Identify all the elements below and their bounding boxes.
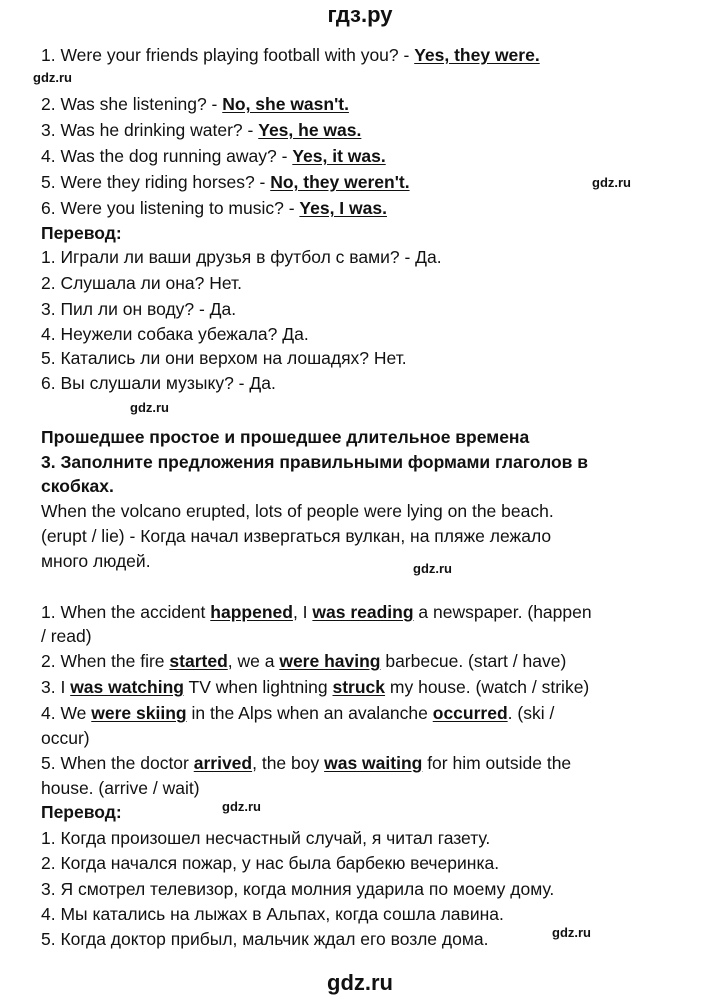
site-watermark-bottom: gdz.ru xyxy=(327,970,393,995)
task-heading-line-2: скобках. xyxy=(41,476,114,496)
translation-line-5: 5. Когда доктор прибыл, мальчик ждал его возле дома. xyxy=(41,929,489,949)
exercise-line-1: 1. When the accident happened, I was reading a newspaper. (happen xyxy=(41,602,592,622)
answer-text: No, she wasn't. xyxy=(222,94,349,114)
answer-text: Yes, I was. xyxy=(299,198,387,218)
answer-text: Yes, he was. xyxy=(258,120,362,140)
answer-line-6: 6. Were you listening to music? - Yes, I was. xyxy=(41,198,387,218)
translation-line-3: 3. Пил ли он воду? - Да. xyxy=(41,299,237,319)
site-watermark: gdz.ru xyxy=(552,925,591,940)
site-watermark: gdz.ru xyxy=(130,400,169,415)
translation-heading: Перевод: xyxy=(41,802,122,822)
answer-text: No, they weren't. xyxy=(270,172,410,192)
answer-text: started xyxy=(169,651,228,671)
answer-text: struck xyxy=(332,677,386,697)
task-heading-line-1: 3. Заполните предложения правильными формами глаголов в xyxy=(41,452,589,472)
translation-line-3: 3. Я смотрел телевизор, когда молния ударила по моему дому. xyxy=(41,879,555,899)
translation-line-4: 4. Мы катались на лыжах в Альпах, когда сошла лавина. xyxy=(41,904,504,924)
answer-text: Yes, it was. xyxy=(292,146,386,166)
site-watermark-top: гдз.ру xyxy=(327,2,393,27)
answer-line-3: 3. Was he drinking water? - Yes, he was. xyxy=(41,120,362,140)
example-line-3: много людей. xyxy=(41,551,151,571)
translation-heading: Перевод: xyxy=(41,223,122,243)
answer-text: was watching xyxy=(70,677,184,697)
exercise-line-2: 2. When the fire started, we a were having barbecue. (start / have) xyxy=(41,651,567,671)
answer-text: Yes, they were. xyxy=(414,45,540,65)
translation-line-2: 2. Когда начался пожар, у нас была барбекю вечеринка. xyxy=(41,853,500,873)
translation-line-1: 1. Когда произошел несчастный случай, я читал газету. xyxy=(41,828,491,848)
site-watermark: gdz.ru xyxy=(222,799,261,814)
section-title: Прошедшее простое и прошедшее длительное времена xyxy=(41,427,530,447)
translation-line-1: 1. Играли ли ваши друзья в футбол с вами? - Да. xyxy=(41,247,442,267)
answer-line-2: 2. Was she listening? - No, she wasn't. xyxy=(41,94,349,114)
answer-line-4: 4. Was the dog running away? - Yes, it was. xyxy=(41,146,386,166)
exercise-line-4: 4. We were skiing in the Alps when an avalanche occurred. (ski / xyxy=(41,703,555,723)
translation-line-2: 2. Слушала ли она? Нет. xyxy=(41,273,242,293)
exercise-line-4-cont: occur) xyxy=(41,728,90,748)
example-line-1: When the volcano erupted, lots of people were lying on the beach. xyxy=(41,501,554,521)
exercise-line-5-cont: house. (arrive / wait) xyxy=(41,778,200,798)
answer-line-5: 5. Were they riding horses? - No, they weren't. xyxy=(41,172,410,192)
answer-text: were having xyxy=(279,651,381,671)
site-watermark: gdz.ru xyxy=(33,70,72,85)
exercise-line-3: 3. I was watching TV when lightning struck my house. (watch / strike) xyxy=(41,677,590,697)
translation-line-5: 5. Катались ли они верхом на лошадях? Нет. xyxy=(41,348,407,368)
answer-text: was reading xyxy=(312,602,414,622)
site-watermark: gdz.ru xyxy=(413,561,452,576)
site-watermark: gdz.ru xyxy=(592,175,631,190)
translation-line-4: 4. Неужели собака убежала? Да. xyxy=(41,324,309,344)
example-line-2: (erupt / lie) - Когда начал извергаться вулкан, на пляже лежало xyxy=(41,526,552,546)
exercise-line-1-cont: / read) xyxy=(41,626,92,646)
answer-text: happened xyxy=(210,602,293,622)
exercise-line-5: 5. When the doctor arrived, the boy was waiting for him outside the xyxy=(41,753,572,773)
answer-text: was waiting xyxy=(324,753,423,773)
translation-line-6: 6. Вы слушали музыку? - Да. xyxy=(41,373,276,393)
answer-text: were skiing xyxy=(91,703,187,723)
answer-line-1: 1. Were your friends playing football with you? - Yes, they were. xyxy=(41,45,540,65)
answer-text: occurred xyxy=(432,703,508,723)
answer-text: arrived xyxy=(193,753,253,773)
